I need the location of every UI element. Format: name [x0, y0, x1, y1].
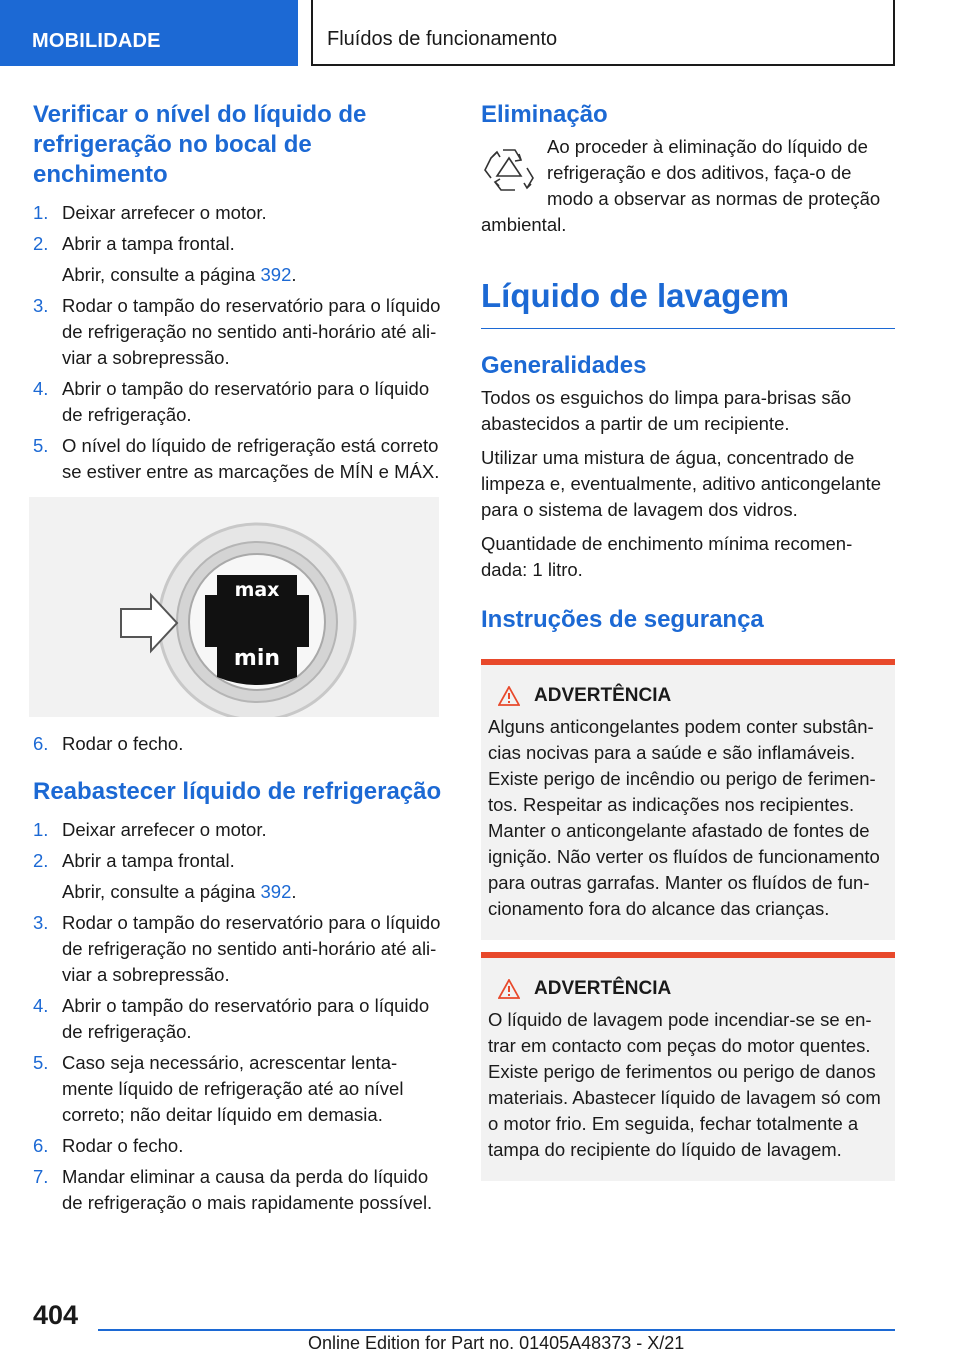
- warning-box-flammable: [481, 952, 895, 1181]
- recycle-icon: [481, 142, 537, 198]
- list-item: [33, 993, 445, 1045]
- warning-title: ADVERTÊNCIA: [534, 685, 672, 706]
- step-number: 5.: [33, 435, 49, 456]
- chapter-title: Fluídos de funcionamento: [327, 28, 558, 50]
- page-link[interactable]: 392: [260, 881, 292, 902]
- warning-triangle-icon: [498, 979, 520, 999]
- step-text: Abrir a tampa frontal.: [62, 233, 235, 254]
- step-reference: [62, 879, 445, 905]
- step-reference: [62, 262, 445, 288]
- list-item: [33, 1164, 445, 1216]
- step-text: Caso seja necessário, acrescentar lenta-mente líquido de refrigeração até ao nível correto; não deitar líquido em demasia.: [62, 1052, 404, 1125]
- step-text: Rodar o fecho.: [62, 1135, 184, 1156]
- general-paragraph-1: Todos os esguichos do limpa para-brisas são abastecidos a partir de um recipiente.: [481, 387, 852, 434]
- disposal-block: [481, 134, 895, 212]
- list-item: [33, 817, 445, 843]
- step-number: 4.: [33, 995, 49, 1016]
- step-text: Mandar eliminar a causa da perda do líquido de refrigeração o mais rapidamente possível.: [62, 1166, 433, 1213]
- steps-check-level-cont: [33, 731, 445, 757]
- step-number: 3.: [33, 295, 49, 316]
- section-tab: MOBILIDADE: [0, 0, 298, 66]
- step-text: O nível do líquido de refrigeração está correto se estiver entre as marcações de MÍN e MÁX.: [62, 435, 440, 482]
- warning-text: Alguns anticongelantes podem conter substân-cias nocivas para a saúde e são inflamáveis. Existe perigo de incêndio ou perigo de ferimen-tos. Respeitar as indicações nos recipientes. Manter o anticongelante afastado de fontes de ignição. Não verter os fluídos de funcionamento para outras garrafas. Manter os fluídos de fun-cionamento fora do alcance das crianças.: [488, 716, 880, 919]
- step-text: Abrir o tampão do reservatório para o líquido de refrigeração.: [62, 378, 430, 425]
- list-item: [33, 200, 445, 226]
- step-text: Rodar o tampão do reservatório para o líquido de refrigeração no sentido anti-horário até ali-viar a sobrepressão.: [62, 295, 441, 368]
- heading-disposal: Eliminação: [481, 101, 608, 128]
- heading-safety: Instruções de segurança: [481, 606, 764, 633]
- warning-text: O líquido de lavagem pode incendiar-se se en-trar em contacto com peças do motor quentes. Existe perigo de ferimentos ou perigo de danos materiais. Abastecer líquido de lavagem só com o motor frio. Em seguida, fechar totalmente a tampa do recipiente do líquido de lavagem.: [488, 1009, 881, 1160]
- min-marking: min: [233, 646, 281, 671]
- coolant-cap-illustration: [29, 497, 439, 717]
- disposal-text-end: ambiental.: [481, 214, 567, 235]
- list-item: [33, 910, 445, 988]
- page-link[interactable]: 392: [260, 264, 292, 285]
- heading-check-level: Verificar o nível do líquido de refrigeração no bocal de enchimento: [33, 101, 367, 188]
- list-item: [33, 231, 445, 288]
- warning-triangle-icon: [498, 686, 520, 706]
- reference-prefix: Abrir, consulte a página: [62, 881, 261, 902]
- steps-check-level: [33, 200, 445, 485]
- step-number: 3.: [33, 912, 49, 933]
- step-number: 7.: [33, 1166, 49, 1187]
- heading-refill: Reabastecer líquido de refrigeração: [33, 778, 442, 805]
- step-number: 6.: [33, 733, 49, 754]
- warning-box-antifreeze: [481, 659, 895, 940]
- general-paragraph-2: Utilizar uma mistura de água, concentrado de limpeza e, eventualmente, aditivo anticongelante para o sistema de lavagem dos vidros.: [481, 447, 882, 520]
- step-text: Abrir o tampão do reservatório para o líquido de refrigeração.: [62, 995, 430, 1042]
- heading-washer-fluid: Líquido de lavagem: [481, 276, 895, 329]
- chapter-header: [311, 0, 895, 66]
- reference-suffix: .: [291, 881, 297, 902]
- general-paragraph-3: Quantidade de enchimento mínima recomen-dada: 1 litro.: [481, 533, 853, 580]
- edition-note: Online Edition for Part no. 01405A48373 - X/21: [308, 1333, 685, 1353]
- right-column: [481, 100, 895, 1181]
- step-number: 1.: [33, 202, 49, 223]
- step-number: 5.: [33, 1052, 49, 1073]
- step-text: Rodar o fecho.: [62, 733, 184, 754]
- step-number: 1.: [33, 819, 49, 840]
- list-item: [33, 731, 445, 757]
- warning-header: [498, 685, 887, 707]
- step-text: Rodar o tampão do reservatório para o líquido de refrigeração no sentido anti-horário até ali-viar a sobrepressão.: [62, 912, 441, 985]
- list-item: [33, 848, 445, 905]
- step-text: Deixar arrefecer o motor.: [62, 819, 267, 840]
- steps-refill: [33, 817, 445, 1216]
- step-number: 6.: [33, 1135, 49, 1156]
- warning-header: [498, 978, 887, 1000]
- disposal-text: Ao proceder à eliminação do líquido de refrigeração e dos aditivos, faça-o de modo a observar as normas de proteção: [547, 136, 881, 209]
- footer-divider: [98, 1329, 895, 1331]
- step-text: Deixar arrefecer o motor.: [62, 202, 267, 223]
- list-item: [33, 376, 445, 428]
- step-number: 2.: [33, 850, 49, 871]
- max-marking: max: [234, 579, 280, 601]
- reference-suffix: .: [291, 264, 297, 285]
- reference-prefix: Abrir, consulte a página: [62, 264, 261, 285]
- list-item: [33, 293, 445, 371]
- list-item: [33, 1050, 445, 1128]
- coolant-cap-figure: [29, 497, 439, 717]
- page-number: 404: [33, 1300, 79, 1330]
- step-number: 2.: [33, 233, 49, 254]
- step-number: 4.: [33, 378, 49, 399]
- left-column: [33, 100, 445, 1221]
- list-item: [33, 1133, 445, 1159]
- heading-general: Generalidades: [481, 352, 647, 379]
- step-text: Abrir a tampa frontal.: [62, 850, 235, 871]
- warning-title: ADVERTÊNCIA: [534, 978, 672, 999]
- list-item: [33, 433, 445, 485]
